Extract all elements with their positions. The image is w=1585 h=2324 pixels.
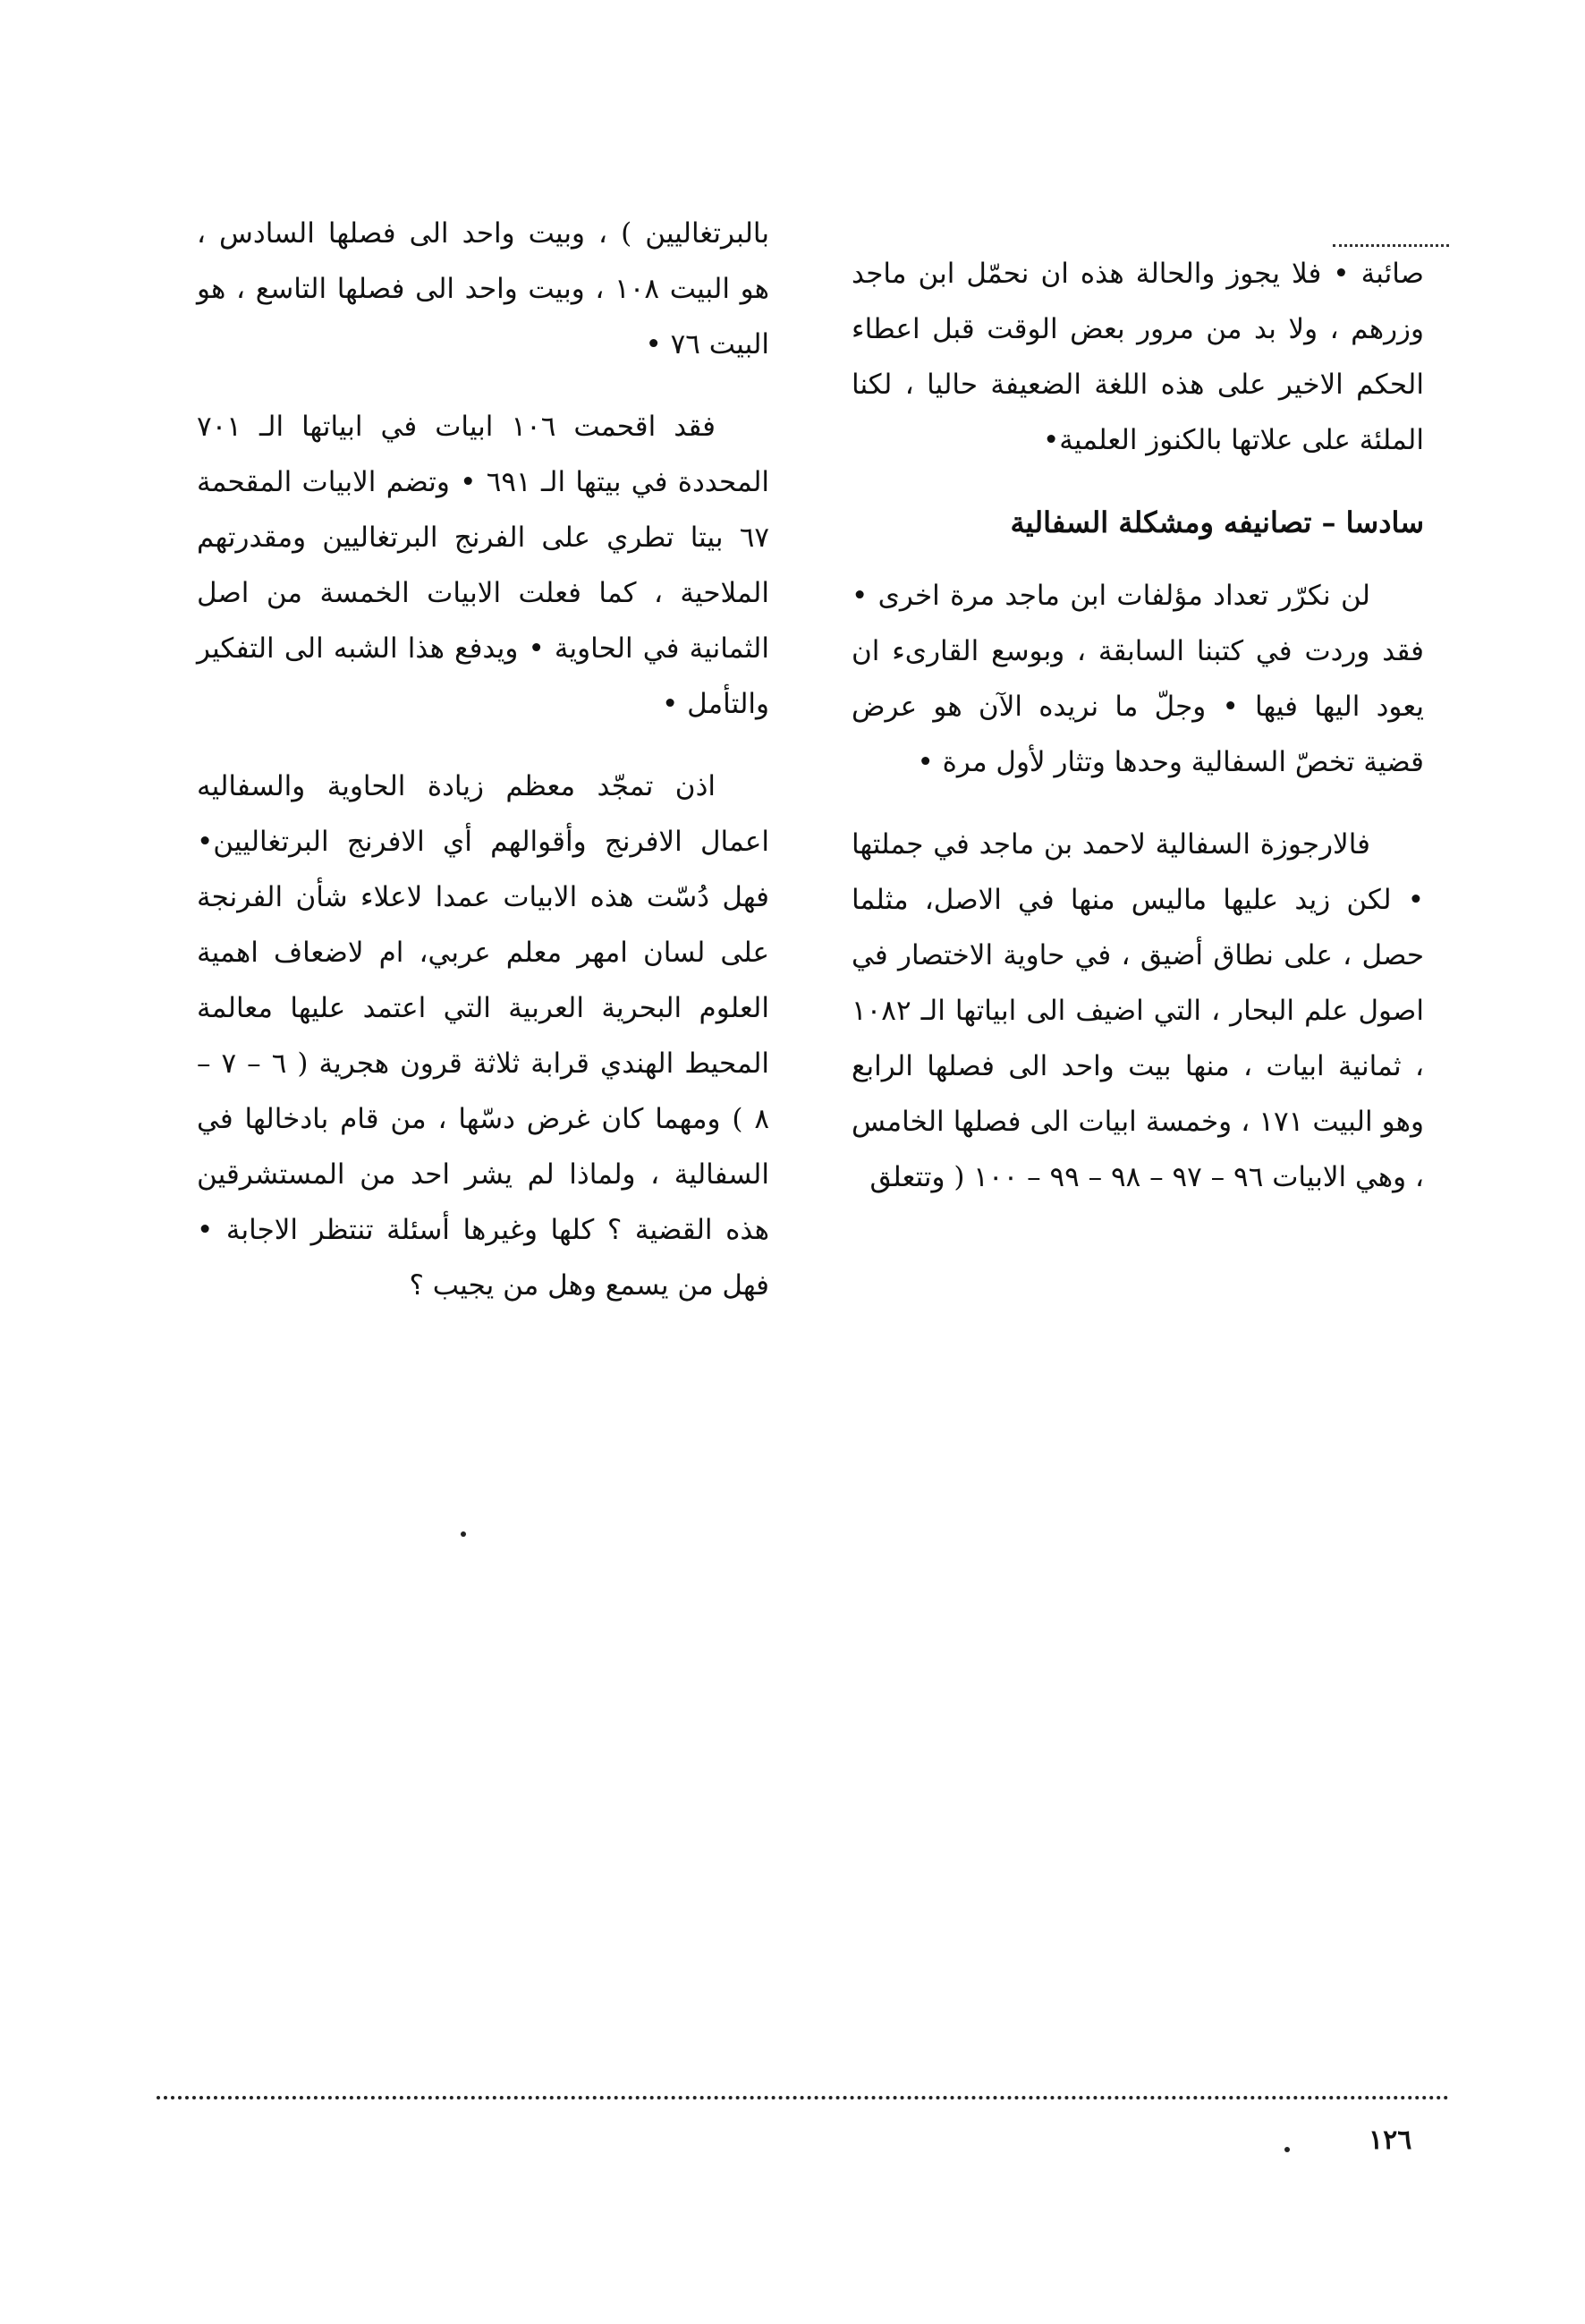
section-heading: سادسا – تصانيفه ومشكلة السفالية	[1010, 505, 1424, 539]
right-paragraph-2: لن نكرّر تعداد مؤلفات ابن ماجد مرة اخرى • فقد وردت في كتبنا السابقة ، وبوسع القارىء ان يعود اليها فيها • وجلّ ما نريده الآن هو عرض قضية تخصّ السفالية وحدها وتثار لأول مرة •	[852, 580, 1424, 778]
right-paragraph-3: فالارجوزة السفالية لاحمد بن ماجد في جملتها • لكن زيد عليها ماليس منها في الاصل، مثلما حصل ، على نطاق أضيق ، في حاوية الاختصار في اصول علم البحار ، التي اضيف الى ابياتها الـ ١٠٨٢ ، ثمانية ابيات ، منها بيت واحد الى فصلها الرابع وهو البيت ١٧١ ، وخمسة ابيات الى فصلها الخامس ، وهي الابيات ٩٦ – ٩٧ – ٩٨ – ٩٩ – ١٠٠ ( وتتعلق	[852, 828, 1424, 1193]
stray-dot	[461, 1531, 466, 1537]
right-paragraph-1: صائبة • فلا يجوز والحالة هذه ان نحمّل ابن ماجد وزرهم ، ولا بد من مرور بعض الوقت قبل اعطاء الحكم الاخير على هذه اللغة الضعيفة حاليا ، لكنا الملئة على علاتها بالكنوز العلمية•	[852, 258, 1424, 456]
left-column	[197, 206, 769, 1340]
right-column	[852, 246, 1424, 1232]
page-number: ١٢٦	[1369, 2125, 1412, 2156]
left-paragraph-2: فقد اقحمت ١٠٦ ابيات في ابياتها الـ ٧٠١ المحددة في بيتها الـ ٦٩١ • وتضم الابيات المقحمة ٦٧ بيتا تطري على الفرنج البرتغاليين ومقدرتهم الملاحية ، كما فعلت الابيات الخمسة من اصل الثمانية في الحاوية • ويدفع هذا الشبه الى التفكير والتأمل •	[197, 411, 770, 720]
stray-dot	[1284, 2147, 1290, 2152]
footer-dotted-rule	[157, 2096, 1449, 2099]
left-paragraph-1: بالبرتغاليين ) ، وبيت واحد الى فصلها السادس ، هو البيت ١٠٨ ، وبيت واحد الى فصلها التاسع ، هو البيت ٧٦ •	[197, 217, 769, 360]
left-paragraph-3: اذن تمجّد معظم زيادة الحاوية والسفاليه اعمال الافرنج وأقوالهم أي الافرنج البرتغاليين• فهل دُسّت هذه الابيات عمدا لاعلاء شأن الفرنجة على لسان امهر معلم عربي، ام لاضعاف اهمية العلوم البحرية العربية التي اعتمد عليها معالمة المحيط الهندي قرابة ثلاثة قرون هجرية ( ٦ – ٧ – ٨ ) ومهما كان غرض دسّها ، من قام بادخالها في السفالية ، ولماذا لم يشر احد من المستشرقين هذه القضية ؟ كلها وغيرها أسئلة تنتظر الاجابة • فهل من يسمع وهل من يجيب ؟	[197, 770, 770, 1302]
